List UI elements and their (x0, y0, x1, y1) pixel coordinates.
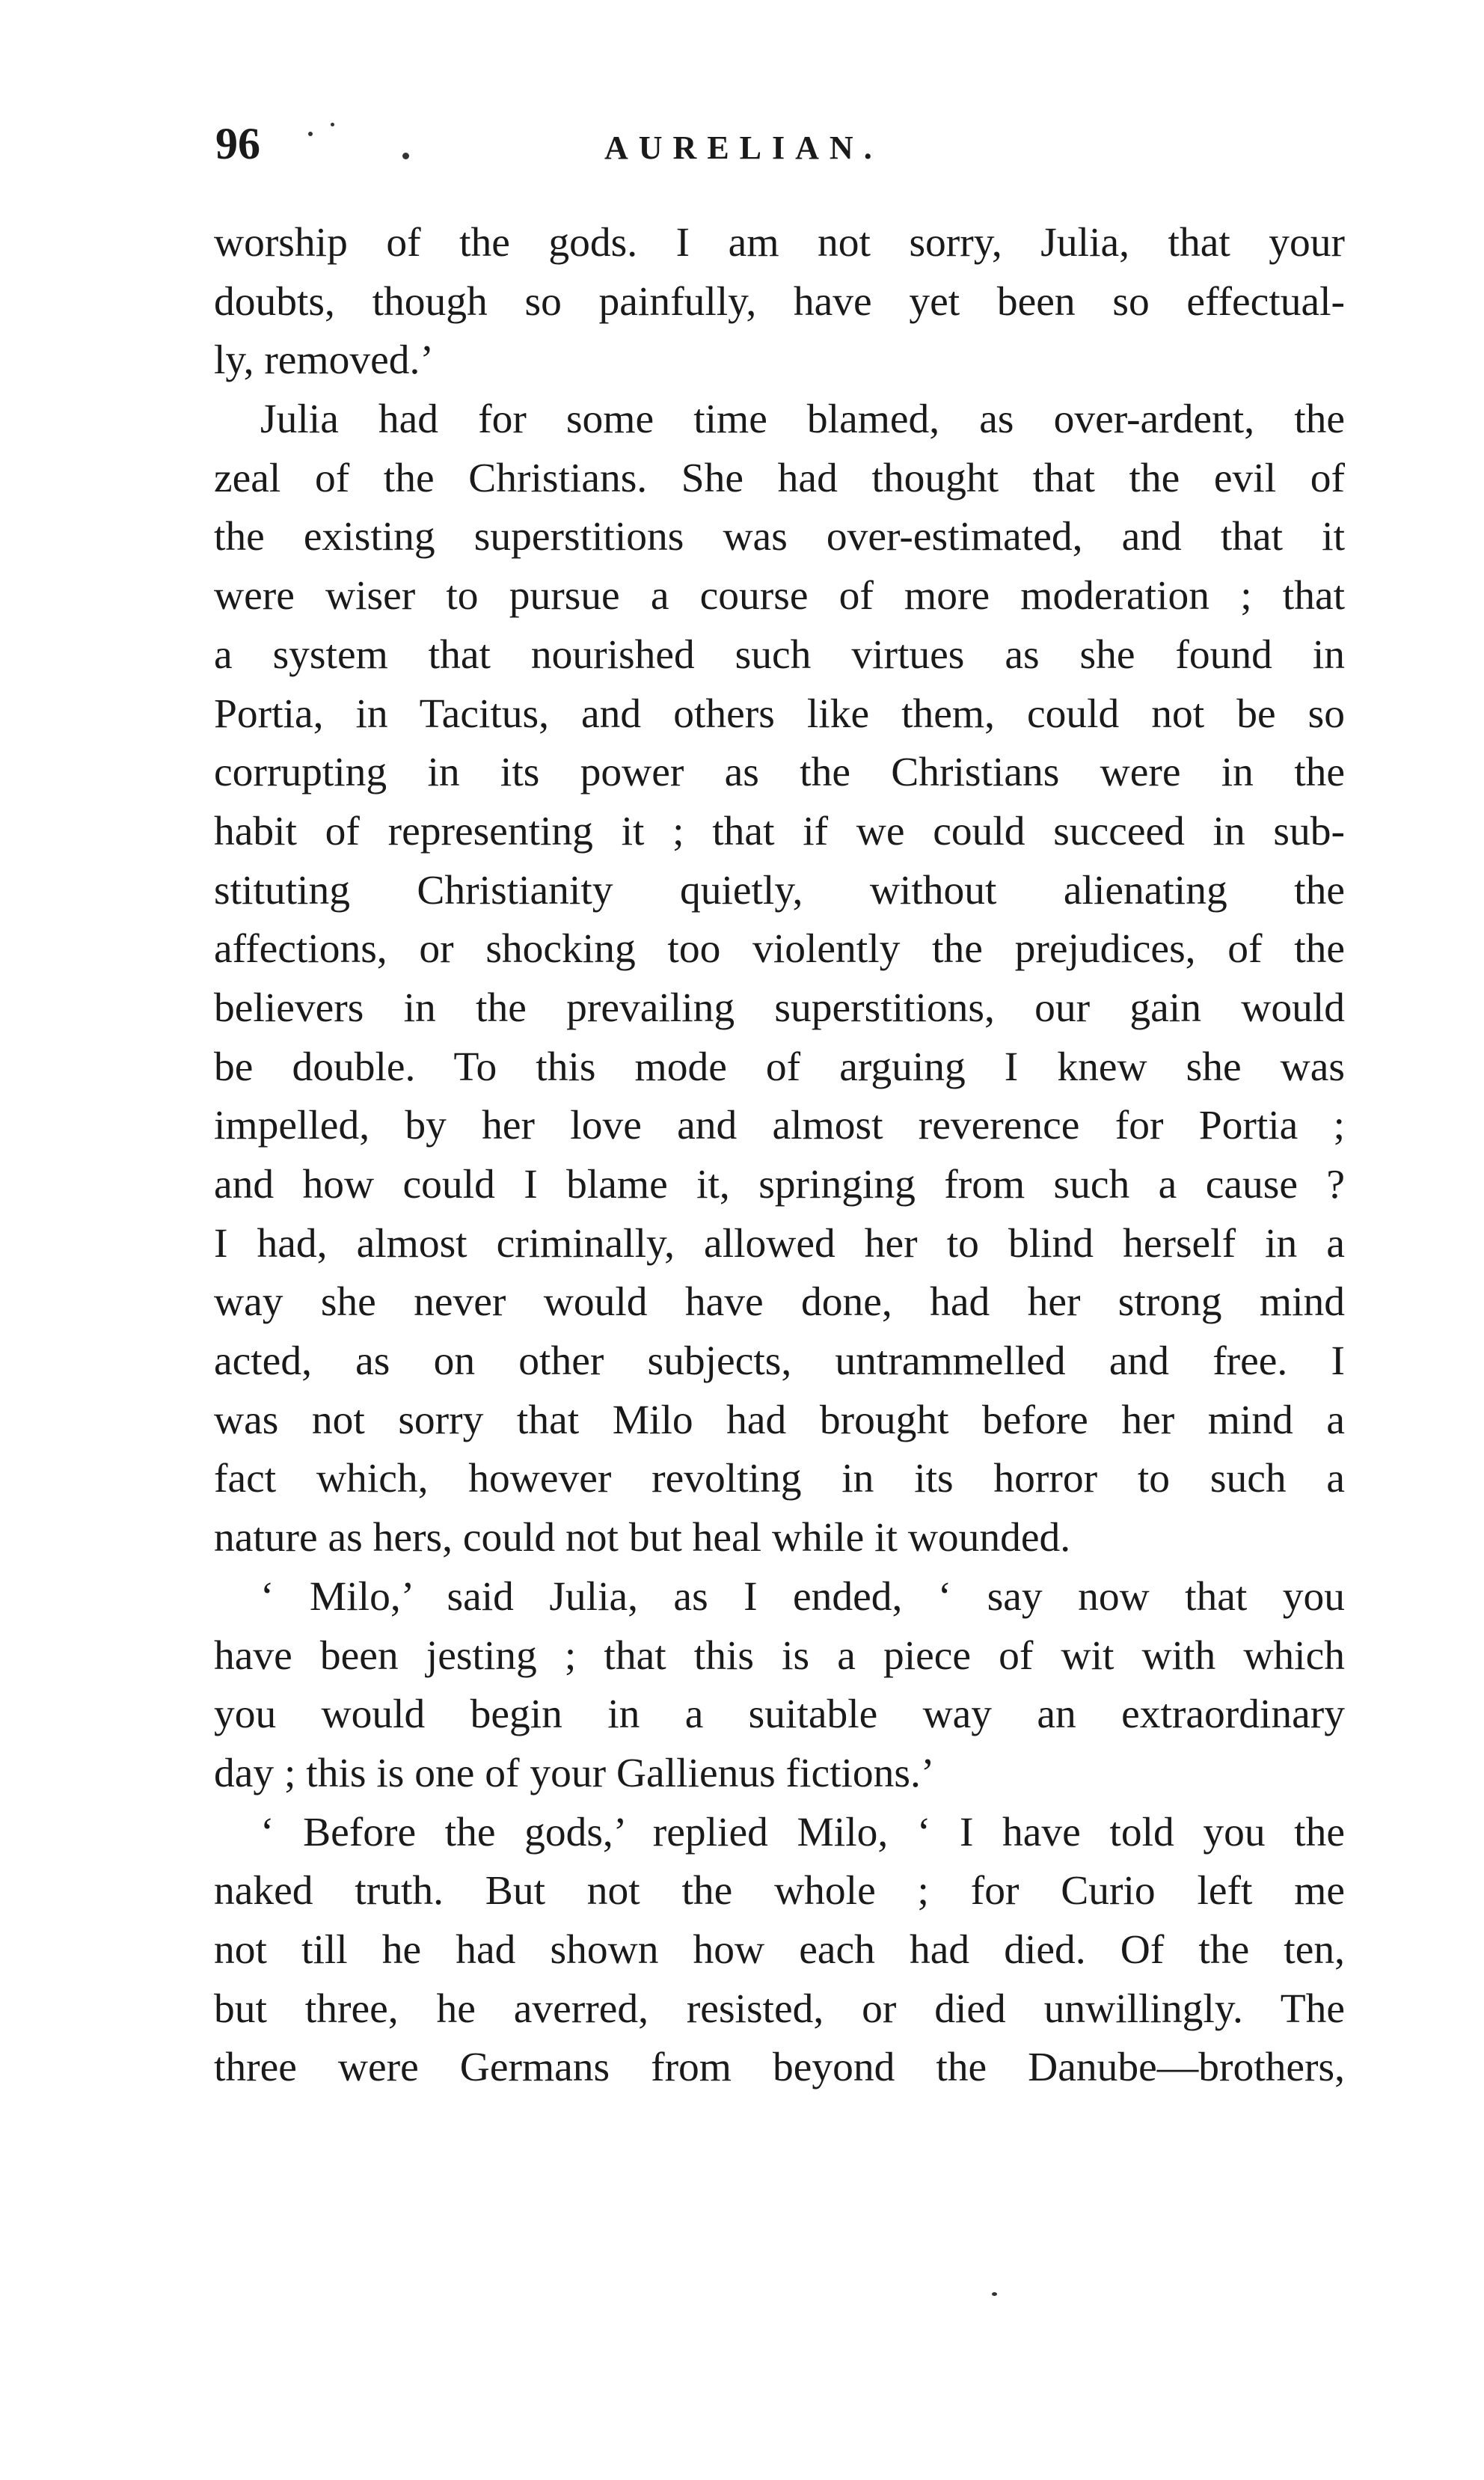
text-line: ‘ Before the gods,’ replied Milo, ‘ I have told you the (260, 1809, 1345, 1855)
text-line: but three, he averred, resisted, or died unwillingly. The (214, 1985, 1345, 2032)
text-line: worship of the gods. I am not sorry, Julia, that your (214, 220, 1345, 266)
running-head (215, 114, 1337, 174)
text-line: were wiser to pursue a course of more moderation ; that (214, 573, 1345, 619)
paragraph-4 (214, 1804, 1345, 2098)
text-line: naked truth. But not the whole ; for Curio left me (214, 1868, 1345, 1914)
text-line: day ; this is one of your Gallienus fictions.’ (214, 1750, 935, 1796)
text-line: stituting Christianity quietly, without alienating the (214, 867, 1345, 913)
text-line: Portia, in Tacitus, and others like them, could not be so (214, 691, 1345, 737)
print-speck (402, 153, 409, 159)
text-line: the existing superstitions was over-estimated, and that it (214, 514, 1345, 560)
text-line: you would begin in a suitable way an extraordinary (214, 1691, 1345, 1738)
text-line: nature as hers, could not but heal while it wounded. (214, 1515, 1071, 1561)
paragraph-2 (214, 391, 1345, 1568)
text-line: and how could I blame it, springing from such a cause ? (214, 1162, 1345, 1207)
text-line: ‘ Milo,’ said Julia, as I ended, ‘ say now that you (260, 1573, 1345, 1620)
text-line: three were Germans from beyond the Danube—brothers, (214, 2045, 1345, 2091)
print-speck (308, 132, 313, 136)
text-line: habit of representing it ; that if we could succeed in sub- (214, 808, 1345, 854)
print-speck (331, 123, 334, 126)
text-line: doubts, though so painfully, have yet been so effectual- (214, 278, 1345, 325)
text-line: was not sorry that Milo had brought before her mind a (214, 1397, 1345, 1443)
body-text (214, 214, 1345, 2098)
paragraph-3 (214, 1568, 1345, 1804)
text-line: a system that nourished such virtues as she found in (214, 631, 1345, 678)
text-line: impelled, by her love and almost reverence for Portia ; (214, 1103, 1345, 1149)
text-line: fact which, however revolting in its horror to such a (214, 1456, 1345, 1502)
text-line: zeal of the Christians. She had thought that the evil of (214, 455, 1345, 501)
text-line: believers in the prevailing superstitions, our gain would (214, 985, 1345, 1031)
text-line: not till he had shown how each had died. Of the ten, (214, 1926, 1345, 1973)
text-line: I had, almost criminally, allowed her to blind herself in a (214, 1220, 1345, 1267)
text-line: corrupting in its power as the Christians were in the (214, 750, 1345, 796)
text-line: affections, or shocking too violently the prejudices, of the (214, 926, 1345, 973)
paragraph-1 (214, 214, 1345, 391)
text-line: have been jesting ; that this is a piece of wit with which (214, 1632, 1345, 1679)
text-line: be double. To this mode of arguing I knew she was (214, 1044, 1345, 1090)
running-title: AURELIAN. (604, 129, 883, 166)
text-line: acted, as on other subjects, untrammelled and free. I (214, 1338, 1345, 1385)
text-line: Julia had for some time blamed, as over-ardent, the (260, 397, 1345, 443)
print-speck (992, 2292, 997, 2296)
page-number: 96 (215, 119, 260, 168)
text-line: way she never would have done, had her strong mind (214, 1279, 1345, 1326)
text-line: ly, removed.’ (214, 337, 434, 384)
